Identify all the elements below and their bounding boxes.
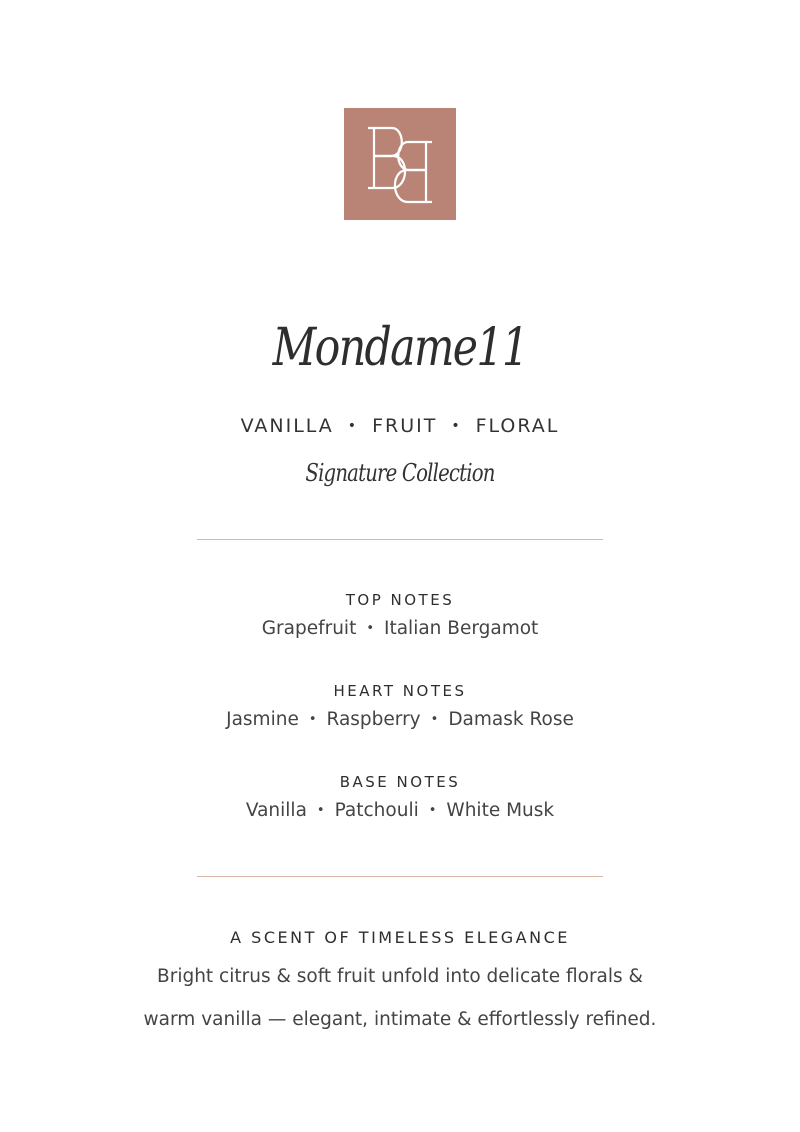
note-item: Jasmine bbox=[226, 709, 299, 730]
monogram-logo-svg bbox=[344, 108, 456, 220]
note-item: White Musk bbox=[446, 800, 555, 821]
accord-item: VANILLA bbox=[240, 415, 334, 437]
bottom-divider bbox=[197, 876, 603, 877]
note-item: Raspberry bbox=[326, 709, 421, 730]
note-item: Damask Rose bbox=[448, 709, 574, 730]
separator-dot: • bbox=[308, 712, 317, 727]
accord-item: FLORAL bbox=[475, 415, 560, 437]
note-item: Grapefruit bbox=[261, 618, 357, 639]
monogram-logo-icon bbox=[344, 108, 456, 220]
base-notes-list bbox=[0, 798, 800, 824]
separator-dot: • bbox=[316, 803, 325, 818]
separator-dot: • bbox=[451, 418, 462, 434]
description-heading: A SCENT OF TIMELESS ELEGANCE bbox=[230, 928, 570, 947]
note-item: Patchouli bbox=[334, 800, 419, 821]
separator-dot: • bbox=[428, 803, 437, 818]
heart-notes-heading: HEART NOTES bbox=[333, 682, 467, 700]
note-item: Italian Bergamot bbox=[384, 618, 539, 639]
top-notes-heading: TOP NOTES bbox=[345, 591, 455, 609]
separator-dot: • bbox=[366, 621, 375, 636]
heart-notes-list bbox=[0, 707, 800, 733]
accords-line bbox=[0, 412, 800, 440]
accord-item: FRUIT bbox=[372, 415, 438, 437]
description-line: warm vanilla — elegant, intimate & effortlessly refined. bbox=[143, 1009, 657, 1030]
top-divider bbox=[197, 539, 603, 540]
base-notes-heading: BASE NOTES bbox=[339, 773, 461, 791]
separator-dot: • bbox=[430, 712, 439, 727]
collection-subtitle: Signature Collection bbox=[305, 459, 495, 487]
product-title: Mondame11 bbox=[272, 318, 528, 378]
note-item: Vanilla bbox=[245, 800, 307, 821]
top-notes-list bbox=[0, 616, 800, 642]
description-line: Bright citrus & soft fruit unfold into delicate florals & bbox=[157, 966, 643, 987]
separator-dot: • bbox=[347, 418, 359, 434]
